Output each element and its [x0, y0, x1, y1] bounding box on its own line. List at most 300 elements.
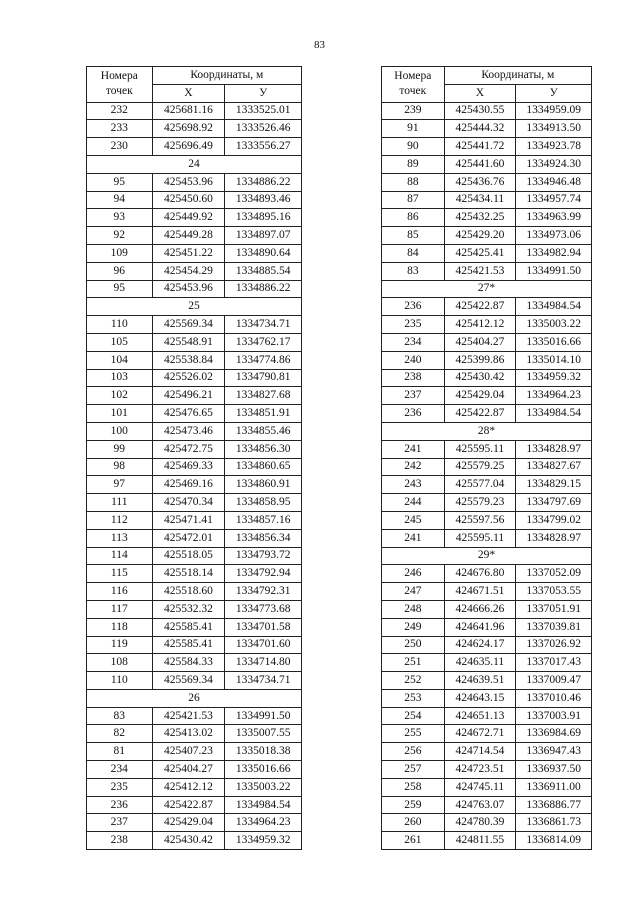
table-row: [87, 369, 302, 387]
x-coordinate-cell: 425422.87: [444, 405, 516, 423]
section-row: [87, 298, 302, 316]
table-row: [382, 743, 592, 761]
point-number-cell: 236: [87, 796, 153, 814]
point-number-cell: 117: [87, 600, 153, 618]
x-coordinate-cell: 425454.29: [152, 262, 225, 280]
table-row: [382, 672, 592, 690]
table-row: [382, 565, 592, 583]
table-row: [382, 316, 592, 334]
table-row: [382, 298, 592, 316]
point-number-cell: 233: [87, 120, 153, 138]
section-label: 28*: [382, 422, 592, 440]
x-coordinate-cell: 425421.53: [444, 262, 516, 280]
table-row: [382, 636, 592, 654]
x-coordinate-cell: 425421.53: [152, 707, 225, 725]
x-coordinate-cell: 425526.02: [152, 369, 225, 387]
y-header: У: [516, 84, 592, 102]
table-row: [382, 814, 592, 832]
y-coordinate-cell: 1334829.15: [516, 476, 592, 494]
point-number-cell: 234: [87, 761, 153, 779]
table-row: [382, 476, 592, 494]
table-row: [87, 102, 302, 120]
table-row: [87, 351, 302, 369]
y-coordinate-cell: 1334893.46: [225, 191, 302, 209]
point-number-cell: 244: [382, 494, 445, 512]
x-coordinate-cell: 425429.20: [444, 227, 516, 245]
y-coordinate-cell: 1337039.81: [516, 618, 592, 636]
point-number-cell: 255: [382, 725, 445, 743]
x-coordinate-cell: 425404.27: [444, 333, 516, 351]
table-row: [87, 565, 302, 583]
y-coordinate-cell: 1337053.55: [516, 583, 592, 601]
table-row: [87, 387, 302, 405]
x-coordinate-cell: 424666.26: [444, 600, 516, 618]
table-row: [87, 743, 302, 761]
point-number-header-line1: Номера: [394, 70, 432, 83]
table-row: [382, 511, 592, 529]
y-coordinate-cell: 1334714.80: [225, 654, 302, 672]
table-row: [87, 138, 302, 156]
point-number-cell: 245: [382, 511, 445, 529]
x-coordinate-cell: 425579.23: [444, 494, 516, 512]
x-coordinate-cell: 425434.11: [444, 191, 516, 209]
point-number-cell: 97: [87, 476, 153, 494]
x-coordinate-cell: 425441.60: [444, 155, 516, 173]
point-number-cell: 93: [87, 209, 153, 227]
table-row: [382, 494, 592, 512]
y-coordinate-cell: 1336911.00: [516, 778, 592, 796]
x-coordinate-cell: 425496.21: [152, 387, 225, 405]
point-number-cell: 232: [87, 102, 153, 120]
point-number-cell: 257: [382, 761, 445, 779]
y-coordinate-cell: 1334885.54: [225, 262, 302, 280]
table-row: [87, 227, 302, 245]
point-number-cell: 98: [87, 458, 153, 476]
y-coordinate-cell: 1336861.73: [516, 814, 592, 832]
table-row: [87, 333, 302, 351]
point-number-cell: 241: [382, 529, 445, 547]
y-coordinate-cell: 1337009.47: [516, 672, 592, 690]
point-number-cell: 253: [382, 689, 445, 707]
point-number-cell: 254: [382, 707, 445, 725]
section-row: [87, 155, 302, 173]
x-coordinate-cell: 425597.56: [444, 511, 516, 529]
table-row: [382, 796, 592, 814]
y-coordinate-cell: 1334797.69: [516, 494, 592, 512]
x-coordinate-cell: 424624.17: [444, 636, 516, 654]
table-row: [382, 654, 592, 672]
table-row: [382, 440, 592, 458]
y-coordinate-cell: 1334858.95: [225, 494, 302, 512]
table-row: [87, 120, 302, 138]
y-coordinate-cell: 1334897.07: [225, 227, 302, 245]
y-coordinate-cell: 1334946.48: [516, 173, 592, 191]
point-number-cell: 82: [87, 725, 153, 743]
y-coordinate-cell: 1334959.09: [516, 102, 592, 120]
point-number-cell: 113: [87, 529, 153, 547]
x-coordinate-cell: 425451.22: [152, 244, 225, 262]
x-coordinate-cell: 425430.55: [444, 102, 516, 120]
x-coordinate-cell: 425412.12: [444, 316, 516, 334]
section-row: [382, 280, 592, 298]
point-number-header-line2: точек: [399, 85, 427, 98]
y-coordinate-cell: 1337051.91: [516, 600, 592, 618]
y-coordinate-cell: 1334924.30: [516, 155, 592, 173]
table-row: [382, 689, 592, 707]
x-coordinate-cell: 424671.51: [444, 583, 516, 601]
x-coordinate-cell: 425595.11: [444, 529, 516, 547]
table-row: [87, 636, 302, 654]
y-coordinate-cell: 1337017.43: [516, 654, 592, 672]
y-coordinate-cell: 1336886.77: [516, 796, 592, 814]
point-number-cell: 234: [382, 333, 445, 351]
x-coordinate-cell: 424780.39: [444, 814, 516, 832]
section-label: 24: [87, 155, 302, 173]
table-row: [87, 244, 302, 262]
point-number-cell: 256: [382, 743, 445, 761]
point-number-cell: 251: [382, 654, 445, 672]
x-coordinate-cell: 425422.87: [444, 298, 516, 316]
y-coordinate-cell: 1334984.54: [225, 796, 302, 814]
x-coordinate-cell: 424714.54: [444, 743, 516, 761]
table-row: [382, 138, 592, 156]
point-number-cell: 95: [87, 280, 153, 298]
y-coordinate-cell: 1334984.54: [516, 298, 592, 316]
table-row: [87, 440, 302, 458]
point-number-header: [87, 67, 153, 103]
y-coordinate-cell: 1334973.06: [516, 227, 592, 245]
y-coordinate-cell: 1335003.22: [516, 316, 592, 334]
table-row: [87, 476, 302, 494]
x-coordinate-cell: 425429.04: [152, 814, 225, 832]
point-number-cell: 84: [382, 244, 445, 262]
table-row: [382, 155, 592, 173]
x-coordinate-cell: 425412.12: [152, 778, 225, 796]
x-coordinate-cell: 425585.41: [152, 618, 225, 636]
point-number-cell: 235: [382, 316, 445, 334]
x-coordinate-cell: 425436.76: [444, 173, 516, 191]
x-coordinate-cell: 424676.80: [444, 565, 516, 583]
point-number-cell: 88: [382, 173, 445, 191]
y-coordinate-cell: 1334991.50: [516, 262, 592, 280]
y-coordinate-cell: 1334762.17: [225, 333, 302, 351]
table-row: [87, 262, 302, 280]
x-coordinate-cell: 424745.11: [444, 778, 516, 796]
y-coordinate-cell: 1334799.02: [516, 511, 592, 529]
point-number-cell: 240: [382, 351, 445, 369]
x-coordinate-cell: 424723.51: [444, 761, 516, 779]
table-row: [382, 725, 592, 743]
point-number-cell: 239: [382, 102, 445, 120]
point-number-cell: 81: [87, 743, 153, 761]
x-coordinate-cell: 425548.91: [152, 333, 225, 351]
section-row: [382, 422, 592, 440]
x-coordinate-cell: 425532.32: [152, 600, 225, 618]
x-coordinate-cell: 425404.27: [152, 761, 225, 779]
y-coordinate-cell: 1334959.32: [516, 369, 592, 387]
y-coordinate-cell: 1335003.22: [225, 778, 302, 796]
table-row: [382, 173, 592, 191]
table-row: [382, 209, 592, 227]
table-row: [382, 600, 592, 618]
x-coordinate-cell: 424763.07: [444, 796, 516, 814]
table-row: [87, 191, 302, 209]
point-number-header-line1: Номера: [100, 70, 138, 83]
page-number: 83: [314, 39, 325, 51]
point-number-cell: 259: [382, 796, 445, 814]
point-number-cell: 91: [382, 120, 445, 138]
x-header: Х: [444, 84, 516, 102]
point-number-cell: 249: [382, 618, 445, 636]
y-coordinate-cell: 1334855.46: [225, 422, 302, 440]
y-coordinate-cell: 1334792.94: [225, 565, 302, 583]
y-coordinate-cell: 1337026.92: [516, 636, 592, 654]
point-number-cell: 105: [87, 333, 153, 351]
x-coordinate-cell: 425449.28: [152, 227, 225, 245]
table-row: [87, 707, 302, 725]
table-row: [87, 618, 302, 636]
point-number-cell: 114: [87, 547, 153, 565]
y-coordinate-cell: 1335007.55: [225, 725, 302, 743]
table-row: [87, 173, 302, 191]
x-coordinate-cell: 425681.16: [152, 102, 225, 120]
x-coordinate-cell: 425430.42: [444, 369, 516, 387]
y-coordinate-cell: 1334991.50: [225, 707, 302, 725]
x-coordinate-cell: 425399.86: [444, 351, 516, 369]
x-coordinate-cell: 425413.02: [152, 725, 225, 743]
y-coordinate-cell: 1334886.22: [225, 280, 302, 298]
x-coordinate-cell: 425432.25: [444, 209, 516, 227]
point-number-cell: 94: [87, 191, 153, 209]
x-coordinate-cell: 425430.42: [152, 832, 225, 850]
point-number-cell: 119: [87, 636, 153, 654]
point-number-cell: 112: [87, 511, 153, 529]
x-coordinate-cell: 425538.84: [152, 351, 225, 369]
x-coordinate-cell: 425584.33: [152, 654, 225, 672]
y-coordinate-cell: 1334793.72: [225, 547, 302, 565]
y-coordinate-cell: 1333556.27: [225, 138, 302, 156]
point-number-cell: 235: [87, 778, 153, 796]
y-coordinate-cell: 1334827.67: [516, 458, 592, 476]
point-number-cell: 103: [87, 369, 153, 387]
point-number-cell: 99: [87, 440, 153, 458]
y-coordinate-cell: 1334773.68: [225, 600, 302, 618]
point-number-cell: 118: [87, 618, 153, 636]
y-coordinate-cell: 1334860.65: [225, 458, 302, 476]
point-number-cell: 90: [382, 138, 445, 156]
table-row: [382, 191, 592, 209]
y-coordinate-cell: 1334851.91: [225, 405, 302, 423]
point-number-cell: 250: [382, 636, 445, 654]
y-coordinate-cell: 1334701.60: [225, 636, 302, 654]
point-number-cell: 109: [87, 244, 153, 262]
point-number-cell: 258: [382, 778, 445, 796]
y-coordinate-cell: 1334827.68: [225, 387, 302, 405]
table-row: [87, 832, 302, 850]
point-number-cell: 241: [382, 440, 445, 458]
point-number-header-line2: точек: [105, 85, 133, 98]
x-coordinate-cell: 425473.46: [152, 422, 225, 440]
table-row: [87, 209, 302, 227]
table-row: [87, 529, 302, 547]
point-number-cell: 87: [382, 191, 445, 209]
point-number-cell: 248: [382, 600, 445, 618]
x-coordinate-cell: 425569.34: [152, 316, 225, 334]
point-number-cell: 247: [382, 583, 445, 601]
x-coordinate-cell: 425577.04: [444, 476, 516, 494]
y-coordinate-cell: 1337003.91: [516, 707, 592, 725]
x-coordinate-cell: 425444.32: [444, 120, 516, 138]
table-row: [87, 511, 302, 529]
point-number-cell: 237: [87, 814, 153, 832]
table-row: [382, 227, 592, 245]
x-coordinate-cell: 425453.96: [152, 280, 225, 298]
point-number-header: [382, 67, 445, 103]
coordinates-table-right: [381, 66, 592, 850]
point-number-cell: 230: [87, 138, 153, 156]
y-coordinate-cell: 1334856.30: [225, 440, 302, 458]
section-label: 27*: [382, 280, 592, 298]
y-coordinate-cell: 1334828.97: [516, 529, 592, 547]
point-number-cell: 83: [87, 707, 153, 725]
y-coordinate-cell: 1335016.66: [225, 761, 302, 779]
x-coordinate-cell: 424641.96: [444, 618, 516, 636]
y-coordinate-cell: 1336947.43: [516, 743, 592, 761]
table-row: [87, 458, 302, 476]
x-coordinate-cell: 425518.14: [152, 565, 225, 583]
table-row: [382, 351, 592, 369]
x-coordinate-cell: 425449.92: [152, 209, 225, 227]
x-coordinate-cell: 424639.51: [444, 672, 516, 690]
y-coordinate-cell: 1337052.09: [516, 565, 592, 583]
x-coordinate-cell: 425476.65: [152, 405, 225, 423]
x-coordinate-cell: 425469.16: [152, 476, 225, 494]
table-row: [87, 422, 302, 440]
x-coordinate-cell: 425469.33: [152, 458, 225, 476]
table-row: [87, 316, 302, 334]
y-coordinate-cell: 1334963.99: [516, 209, 592, 227]
table-row: [382, 618, 592, 636]
point-number-cell: 236: [382, 405, 445, 423]
section-row: [382, 547, 592, 565]
y-coordinate-cell: 1334957.74: [516, 191, 592, 209]
table-row: [87, 600, 302, 618]
x-coordinate-cell: 425429.04: [444, 387, 516, 405]
coordinates-header: Координаты, м: [444, 67, 591, 85]
y-coordinate-cell: 1334964.23: [516, 387, 592, 405]
y-coordinate-cell: 1334856.34: [225, 529, 302, 547]
x-header: Х: [152, 84, 225, 102]
coordinates-header: Координаты, м: [152, 67, 301, 85]
x-coordinate-cell: 425471.41: [152, 511, 225, 529]
table-row: [382, 262, 592, 280]
point-number-cell: 260: [382, 814, 445, 832]
table-row: [87, 280, 302, 298]
table-row: [382, 761, 592, 779]
point-number-cell: 86: [382, 209, 445, 227]
y-coordinate-cell: 1334734.71: [225, 316, 302, 334]
y-coordinate-cell: 1334895.16: [225, 209, 302, 227]
table-row: [87, 725, 302, 743]
y-coordinate-cell: 1334913.50: [516, 120, 592, 138]
table-row: [382, 529, 592, 547]
table-row: [87, 654, 302, 672]
y-coordinate-cell: 1334964.23: [225, 814, 302, 832]
point-number-cell: 236: [382, 298, 445, 316]
y-coordinate-cell: 1334860.91: [225, 476, 302, 494]
table-row: [382, 405, 592, 423]
y-header: У: [225, 84, 302, 102]
y-coordinate-cell: 1334890.64: [225, 244, 302, 262]
y-coordinate-cell: 1336984.69: [516, 725, 592, 743]
x-coordinate-cell: 425425.41: [444, 244, 516, 262]
x-coordinate-cell: 425518.60: [152, 583, 225, 601]
point-number-cell: 252: [382, 672, 445, 690]
y-coordinate-cell: 1335018.38: [225, 743, 302, 761]
point-number-cell: 116: [87, 583, 153, 601]
x-coordinate-cell: 425569.34: [152, 672, 225, 690]
y-coordinate-cell: 1336937.50: [516, 761, 592, 779]
y-coordinate-cell: 1334982.94: [516, 244, 592, 262]
point-number-cell: 237: [382, 387, 445, 405]
point-number-cell: 101: [87, 405, 153, 423]
table-row: [382, 333, 592, 351]
table-row: [87, 405, 302, 423]
point-number-cell: 100: [87, 422, 153, 440]
table-row: [382, 387, 592, 405]
x-coordinate-cell: 425470.34: [152, 494, 225, 512]
point-number-cell: 110: [87, 316, 153, 334]
x-coordinate-cell: 425696.49: [152, 138, 225, 156]
y-coordinate-cell: 1334857.16: [225, 511, 302, 529]
point-number-cell: 115: [87, 565, 153, 583]
y-coordinate-cell: 1334774.86: [225, 351, 302, 369]
x-coordinate-cell: 424643.15: [444, 689, 516, 707]
table-row: [87, 814, 302, 832]
y-coordinate-cell: 1336814.09: [516, 832, 592, 850]
table-row: [87, 796, 302, 814]
table-row: [87, 761, 302, 779]
table-row: [87, 778, 302, 796]
x-coordinate-cell: 425472.75: [152, 440, 225, 458]
y-coordinate-cell: 1334923.78: [516, 138, 592, 156]
y-coordinate-cell: 1334959.32: [225, 832, 302, 850]
y-coordinate-cell: 1334984.54: [516, 405, 592, 423]
point-number-cell: 111: [87, 494, 153, 512]
table-row: [382, 120, 592, 138]
table-row: [382, 832, 592, 850]
table-row: [87, 672, 302, 690]
table-row: [87, 547, 302, 565]
x-coordinate-cell: 425579.25: [444, 458, 516, 476]
x-coordinate-cell: 425472.01: [152, 529, 225, 547]
y-coordinate-cell: 1333526.46: [225, 120, 302, 138]
table-row: [382, 583, 592, 601]
x-coordinate-cell: 424672.71: [444, 725, 516, 743]
y-coordinate-cell: 1334701.58: [225, 618, 302, 636]
y-coordinate-cell: 1335016.66: [516, 333, 592, 351]
table-row: [382, 369, 592, 387]
point-number-cell: 243: [382, 476, 445, 494]
x-coordinate-cell: 425698.92: [152, 120, 225, 138]
table-row: [382, 102, 592, 120]
table-row: [87, 583, 302, 601]
point-number-cell: 83: [382, 262, 445, 280]
y-coordinate-cell: 1335014.10: [516, 351, 592, 369]
y-coordinate-cell: 1337010.46: [516, 689, 592, 707]
point-number-cell: 85: [382, 227, 445, 245]
y-coordinate-cell: 1334886.22: [225, 173, 302, 191]
